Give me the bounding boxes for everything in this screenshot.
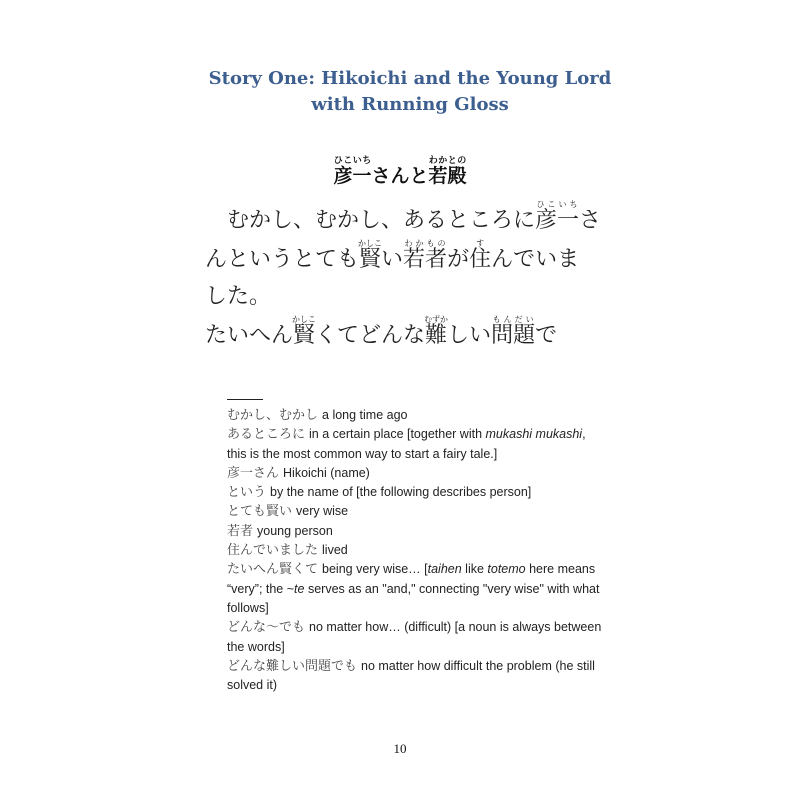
story-heading — [300, 156, 500, 188]
page-title — [0, 66, 740, 118]
title-line-2: with Running Gloss — [311, 94, 509, 115]
body-line-4: たいへん賢かしこくてどんな難むずかしい問題もんだいで — [205, 315, 558, 348]
gloss-entry: という by the name of [the following describes person] — [227, 485, 532, 501]
heading-middle: さんと — [371, 165, 429, 187]
gloss-entry: むかし、むかし a long time ago — [227, 408, 408, 423]
gloss-entry: とても賢い very wise — [227, 504, 349, 520]
gloss-entry: 住んでいました lived — [227, 543, 348, 559]
page-number: 10 — [393, 741, 407, 756]
gloss-entry: 若者 young person — [227, 523, 333, 539]
gloss-entry: 彦一さん Hikoichi (name) — [227, 465, 370, 481]
body-line-2: んというとても賢かしこい若者わかものが住すんでいま — [205, 239, 580, 272]
heading-ruby-hikoichi: 彦一ひこいち — [333, 156, 372, 187]
title-line-1: Story One: Hikoichi and the Young Lord — [208, 68, 612, 89]
story-body — [205, 200, 605, 354]
running-gloss — [227, 406, 602, 695]
heading-ruby-wakatono: 若殿わかとの — [428, 156, 467, 187]
body-line-3: した。 — [205, 284, 272, 309]
gloss-entry: どんな難しい問題でも no matter how difficult the problem (he still solved it) — [227, 658, 595, 693]
gloss-entry: どんな～でも no matter how… (difficult) [a noun is always between the words] — [227, 620, 602, 654]
footnote-divider — [227, 399, 263, 400]
body-line-1: むかし、むかし、あるところに彦一ひこいちさ — [227, 200, 602, 233]
gloss-entry: あるところに in a certain place [together with mukashi mukashi, this is the most common way to start a fairy tale.] — [227, 427, 586, 461]
gloss-entry: たいへん賢くて being very wise… [taihen like totemo here means “very”; the ~te serves as an "and," connecting "very wise" with what follows] — [227, 562, 600, 615]
